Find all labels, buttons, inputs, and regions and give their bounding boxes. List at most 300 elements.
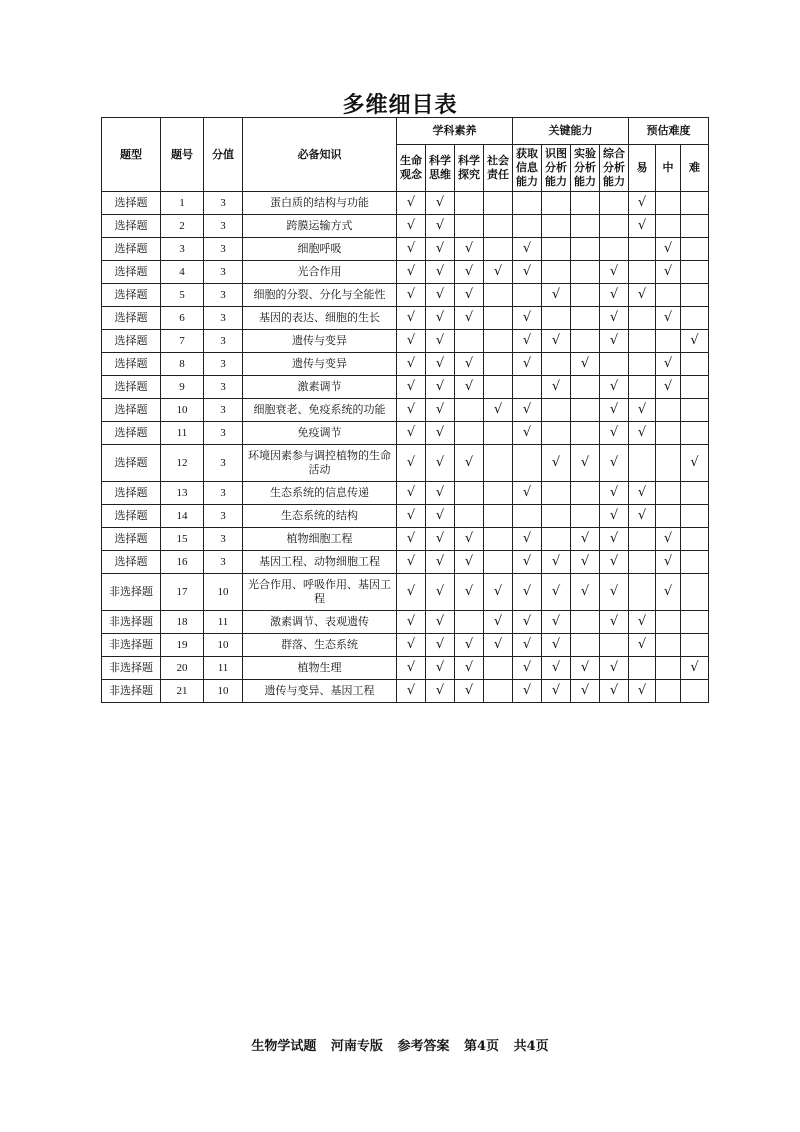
check-mark-cell: √ [455, 528, 484, 551]
ability-header-0 [513, 145, 542, 192]
empty-cell [542, 353, 571, 376]
empty-cell [484, 657, 513, 680]
knowledge-cell: 生态系统的结构 [243, 505, 397, 528]
score-cell: 3 [204, 422, 243, 445]
check-mark-cell: √ [542, 574, 571, 611]
question-number-cell: 19 [161, 634, 204, 657]
check-mark-cell: √ [513, 261, 542, 284]
check-mark-cell: √ [455, 261, 484, 284]
empty-cell [484, 215, 513, 238]
check-mark-cell: √ [629, 192, 656, 215]
empty-cell [571, 284, 600, 307]
check-mark-cell: √ [656, 376, 681, 399]
check-mark-cell: √ [426, 284, 455, 307]
check-mark-cell: √ [656, 353, 681, 376]
knowledge-cell: 群落、生态系统 [243, 634, 397, 657]
empty-cell [455, 215, 484, 238]
score-cell: 10 [204, 680, 243, 703]
question-number-cell: 18 [161, 611, 204, 634]
question-number-cell: 4 [161, 261, 204, 284]
check-mark-cell: √ [571, 657, 600, 680]
table-row [102, 528, 709, 551]
empty-cell [629, 261, 656, 284]
check-mark-cell: √ [397, 238, 426, 261]
check-mark-cell: √ [513, 611, 542, 634]
empty-cell [542, 505, 571, 528]
empty-cell [542, 399, 571, 422]
empty-cell [600, 215, 629, 238]
table-row [102, 238, 709, 261]
check-mark-cell: √ [455, 574, 484, 611]
score-cell: 3 [204, 284, 243, 307]
empty-cell [484, 680, 513, 703]
literacy-header-line: 生命 [400, 154, 422, 167]
score-cell: 3 [204, 261, 243, 284]
empty-cell [571, 215, 600, 238]
ability-header-line: 能力 [574, 175, 596, 188]
empty-cell [681, 284, 709, 307]
empty-cell [513, 445, 542, 482]
check-mark-cell: √ [656, 307, 681, 330]
table-row [102, 215, 709, 238]
check-mark-cell: √ [397, 482, 426, 505]
check-mark-cell: √ [455, 657, 484, 680]
score-cell: 3 [204, 307, 243, 330]
check-mark-cell: √ [542, 634, 571, 657]
knowledge-cell: 激素调节 [243, 376, 397, 399]
question-number-cell: 14 [161, 505, 204, 528]
question-type-cell: 选择题 [102, 353, 161, 376]
empty-cell [656, 657, 681, 680]
empty-cell [542, 215, 571, 238]
empty-cell [571, 482, 600, 505]
empty-cell [681, 192, 709, 215]
literacy-header-1 [426, 145, 455, 192]
check-mark-cell: √ [397, 611, 426, 634]
check-mark-cell: √ [455, 445, 484, 482]
knowledge-cell: 植物细胞工程 [243, 528, 397, 551]
check-mark-cell: √ [629, 505, 656, 528]
empty-cell [629, 376, 656, 399]
check-mark-cell: √ [397, 422, 426, 445]
check-mark-cell: √ [426, 505, 455, 528]
question-type-cell: 非选择题 [102, 634, 161, 657]
empty-cell [571, 422, 600, 445]
check-mark-cell: √ [484, 611, 513, 634]
table-row [102, 192, 709, 215]
check-mark-cell: √ [600, 528, 629, 551]
check-mark-cell: √ [426, 422, 455, 445]
table-row [102, 353, 709, 376]
check-mark-cell: √ [542, 611, 571, 634]
empty-cell [571, 261, 600, 284]
ability-header-1 [542, 145, 571, 192]
table-row [102, 399, 709, 422]
check-mark-cell: √ [397, 528, 426, 551]
knowledge-cell: 激素调节、表观遗传 [243, 611, 397, 634]
check-mark-cell: √ [397, 574, 426, 611]
empty-cell [455, 482, 484, 505]
empty-cell [542, 192, 571, 215]
score-cell: 3 [204, 215, 243, 238]
empty-cell [629, 307, 656, 330]
question-type-cell: 选择题 [102, 307, 161, 330]
literacy-header-line: 责任 [487, 168, 509, 181]
check-mark-cell: √ [600, 551, 629, 574]
check-mark-cell: √ [600, 284, 629, 307]
check-mark-cell: √ [513, 657, 542, 680]
empty-cell [681, 551, 709, 574]
ability-header-line: 获取 [516, 147, 538, 160]
check-mark-cell: √ [542, 445, 571, 482]
check-mark-cell: √ [600, 307, 629, 330]
score-cell: 3 [204, 238, 243, 261]
question-type-cell: 选择题 [102, 551, 161, 574]
check-mark-cell: √ [656, 574, 681, 611]
check-mark-cell: √ [656, 261, 681, 284]
check-mark-cell: √ [455, 634, 484, 657]
knowledge-cell: 细胞呼吸 [243, 238, 397, 261]
check-mark-cell: √ [397, 505, 426, 528]
check-mark-cell: √ [600, 574, 629, 611]
empty-cell [571, 399, 600, 422]
table-body [102, 192, 709, 703]
question-type-cell: 非选择题 [102, 657, 161, 680]
check-mark-cell: √ [397, 307, 426, 330]
empty-cell [681, 611, 709, 634]
literacy-header-line: 社会 [487, 154, 509, 167]
check-mark-cell: √ [600, 657, 629, 680]
question-number-cell: 10 [161, 399, 204, 422]
question-type-cell: 选择题 [102, 330, 161, 353]
empty-cell [484, 505, 513, 528]
page-title: 多维细目表 [342, 93, 458, 118]
empty-cell [656, 505, 681, 528]
question-number-cell: 16 [161, 551, 204, 574]
empty-cell [542, 307, 571, 330]
check-mark-cell: √ [484, 634, 513, 657]
question-type-cell: 选择题 [102, 238, 161, 261]
empty-cell [629, 551, 656, 574]
empty-cell [455, 192, 484, 215]
question-number-cell: 5 [161, 284, 204, 307]
ability-header-line: 识图 [545, 147, 567, 160]
check-mark-cell: √ [629, 482, 656, 505]
table-row [102, 574, 709, 611]
empty-cell [681, 376, 709, 399]
header-group-difficulty: 预估难度 [629, 118, 709, 145]
score-cell: 3 [204, 399, 243, 422]
knowledge-cell: 细胞衰老、免疫系统的功能 [243, 399, 397, 422]
ability-header-line: 实验 [574, 147, 596, 160]
empty-cell [455, 505, 484, 528]
empty-cell [484, 422, 513, 445]
empty-cell [513, 192, 542, 215]
literacy-header-3 [484, 145, 513, 192]
empty-cell [600, 192, 629, 215]
empty-cell [629, 445, 656, 482]
knowledge-cell: 植物生理 [243, 657, 397, 680]
empty-cell [571, 192, 600, 215]
score-cell: 10 [204, 574, 243, 611]
table-row [102, 634, 709, 657]
empty-cell [484, 482, 513, 505]
check-mark-cell: √ [397, 634, 426, 657]
question-number-cell: 9 [161, 376, 204, 399]
empty-cell [681, 422, 709, 445]
header-group-literacy: 学科素养 [397, 118, 513, 145]
question-type-cell: 选择题 [102, 505, 161, 528]
empty-cell [681, 482, 709, 505]
check-mark-cell: √ [426, 528, 455, 551]
check-mark-cell: √ [513, 307, 542, 330]
check-mark-cell: √ [455, 376, 484, 399]
knowledge-cell: 光合作用 [243, 261, 397, 284]
empty-cell [484, 528, 513, 551]
check-mark-cell: √ [426, 215, 455, 238]
check-mark-cell: √ [571, 551, 600, 574]
empty-cell [681, 307, 709, 330]
empty-cell [571, 330, 600, 353]
check-mark-cell: √ [600, 399, 629, 422]
knowledge-cell: 细胞的分裂、分化与全能性 [243, 284, 397, 307]
check-mark-cell: √ [629, 634, 656, 657]
question-type-cell: 选择题 [102, 215, 161, 238]
empty-cell [484, 192, 513, 215]
check-mark-cell: √ [397, 399, 426, 422]
knowledge-cell: 基因工程、动物细胞工程 [243, 551, 397, 574]
empty-cell [656, 680, 681, 703]
empty-cell [600, 353, 629, 376]
check-mark-cell: √ [629, 680, 656, 703]
empty-cell [542, 482, 571, 505]
header-score: 分值 [204, 118, 243, 192]
question-type-cell: 选择题 [102, 376, 161, 399]
empty-cell [681, 505, 709, 528]
header-type: 题型 [102, 118, 161, 192]
check-mark-cell: √ [513, 528, 542, 551]
difficulty-header-1: 中 [656, 145, 681, 192]
empty-cell [656, 284, 681, 307]
difficulty-header-0: 易 [629, 145, 656, 192]
check-mark-cell: √ [681, 330, 709, 353]
check-mark-cell: √ [426, 399, 455, 422]
score-cell: 3 [204, 330, 243, 353]
question-number-cell: 17 [161, 574, 204, 611]
check-mark-cell: √ [455, 284, 484, 307]
check-mark-cell: √ [513, 353, 542, 376]
question-number-cell: 6 [161, 307, 204, 330]
score-cell: 11 [204, 611, 243, 634]
literacy-header-0 [397, 145, 426, 192]
literacy-header-line: 探究 [458, 168, 480, 181]
empty-cell [656, 611, 681, 634]
empty-cell [484, 551, 513, 574]
ability-header-line: 能力 [545, 175, 567, 188]
check-mark-cell: √ [600, 261, 629, 284]
check-mark-cell: √ [513, 482, 542, 505]
empty-cell [542, 238, 571, 261]
check-mark-cell: √ [571, 445, 600, 482]
literacy-header-line: 观念 [400, 168, 422, 181]
question-number-cell: 2 [161, 215, 204, 238]
check-mark-cell: √ [426, 307, 455, 330]
empty-cell [513, 284, 542, 307]
empty-cell [656, 445, 681, 482]
knowledge-cell: 遗传与变异、基因工程 [243, 680, 397, 703]
check-mark-cell: √ [513, 238, 542, 261]
check-mark-cell: √ [426, 551, 455, 574]
question-type-cell: 选择题 [102, 399, 161, 422]
footer-subject: 生物学试题 [251, 1039, 317, 1054]
header-knowledge: 必备知识 [243, 118, 397, 192]
score-cell: 3 [204, 445, 243, 482]
empty-cell [484, 238, 513, 261]
empty-cell [629, 330, 656, 353]
check-mark-cell: √ [513, 574, 542, 611]
knowledge-cell: 蛋白质的结构与功能 [243, 192, 397, 215]
table-row [102, 284, 709, 307]
check-mark-cell: √ [426, 192, 455, 215]
check-mark-cell: √ [542, 284, 571, 307]
check-mark-cell: √ [397, 330, 426, 353]
check-mark-cell: √ [426, 680, 455, 703]
check-mark-cell: √ [397, 680, 426, 703]
question-type-cell: 选择题 [102, 528, 161, 551]
header-num: 题号 [161, 118, 204, 192]
empty-cell [542, 261, 571, 284]
score-cell: 3 [204, 551, 243, 574]
check-mark-cell: √ [513, 422, 542, 445]
empty-cell [455, 422, 484, 445]
table-row [102, 422, 709, 445]
empty-cell [600, 238, 629, 261]
empty-cell [600, 634, 629, 657]
table-row [102, 261, 709, 284]
empty-cell [681, 353, 709, 376]
question-type-cell: 选择题 [102, 445, 161, 482]
empty-cell [656, 399, 681, 422]
check-mark-cell: √ [426, 634, 455, 657]
check-mark-cell: √ [629, 399, 656, 422]
check-mark-cell: √ [513, 330, 542, 353]
check-mark-cell: √ [600, 680, 629, 703]
question-type-cell: 选择题 [102, 261, 161, 284]
check-mark-cell: √ [571, 680, 600, 703]
check-mark-cell: √ [600, 482, 629, 505]
footer-page: 第4页 [464, 1039, 500, 1054]
table-row [102, 551, 709, 574]
check-mark-cell: √ [571, 574, 600, 611]
literacy-header-line: 科学 [458, 154, 480, 167]
check-mark-cell: √ [484, 399, 513, 422]
question-number-cell: 12 [161, 445, 204, 482]
question-type-cell: 非选择题 [102, 611, 161, 634]
check-mark-cell: √ [600, 376, 629, 399]
empty-cell [571, 505, 600, 528]
check-mark-cell: √ [681, 657, 709, 680]
empty-cell [681, 634, 709, 657]
ability-header-line: 分析 [574, 161, 596, 174]
check-mark-cell: √ [542, 680, 571, 703]
score-cell: 3 [204, 505, 243, 528]
knowledge-cell: 基因的表达、细胞的生长 [243, 307, 397, 330]
table-header [102, 118, 709, 192]
score-cell: 3 [204, 376, 243, 399]
empty-cell [681, 399, 709, 422]
table-row [102, 611, 709, 634]
table-row [102, 505, 709, 528]
table-row [102, 657, 709, 680]
knowledge-cell: 遗传与变异 [243, 353, 397, 376]
table-row [102, 445, 709, 482]
ability-header-line: 能力 [603, 175, 625, 188]
empty-cell [542, 528, 571, 551]
ability-header-line: 分析 [545, 161, 567, 174]
check-mark-cell: √ [397, 261, 426, 284]
literacy-header-line: 科学 [429, 154, 451, 167]
check-mark-cell: √ [629, 422, 656, 445]
empty-cell [681, 680, 709, 703]
check-mark-cell: √ [397, 353, 426, 376]
question-type-cell: 非选择题 [102, 574, 161, 611]
knowledge-cell: 生态系统的信息传递 [243, 482, 397, 505]
check-mark-cell: √ [455, 680, 484, 703]
empty-cell [513, 376, 542, 399]
check-mark-cell: √ [426, 445, 455, 482]
check-mark-cell: √ [513, 634, 542, 657]
footer-doc: 参考答案 [397, 1039, 450, 1054]
table-row [102, 680, 709, 703]
question-number-cell: 8 [161, 353, 204, 376]
header-group-ability: 关键能力 [513, 118, 629, 145]
score-cell: 10 [204, 634, 243, 657]
empty-cell [571, 307, 600, 330]
check-mark-cell: √ [600, 611, 629, 634]
literacy-header-2 [455, 145, 484, 192]
check-mark-cell: √ [426, 238, 455, 261]
empty-cell [681, 528, 709, 551]
check-mark-cell: √ [629, 611, 656, 634]
empty-cell [629, 238, 656, 261]
question-number-cell: 21 [161, 680, 204, 703]
empty-cell [656, 192, 681, 215]
question-number-cell: 15 [161, 528, 204, 551]
check-mark-cell: √ [629, 284, 656, 307]
question-number-cell: 11 [161, 422, 204, 445]
check-mark-cell: √ [681, 445, 709, 482]
check-mark-cell: √ [600, 505, 629, 528]
table-row [102, 330, 709, 353]
table-row [102, 307, 709, 330]
question-type-cell: 选择题 [102, 284, 161, 307]
score-cell: 11 [204, 657, 243, 680]
check-mark-cell: √ [426, 611, 455, 634]
check-mark-cell: √ [571, 353, 600, 376]
ability-header-line: 信息 [516, 161, 538, 174]
question-number-cell: 13 [161, 482, 204, 505]
empty-cell [484, 353, 513, 376]
score-cell: 3 [204, 192, 243, 215]
knowledge-cell: 跨膜运输方式 [243, 215, 397, 238]
empty-cell [656, 215, 681, 238]
literacy-header-line: 思维 [429, 168, 451, 181]
check-mark-cell: √ [455, 551, 484, 574]
check-mark-cell: √ [426, 574, 455, 611]
question-type-cell: 选择题 [102, 482, 161, 505]
check-mark-cell: √ [426, 376, 455, 399]
empty-cell [656, 634, 681, 657]
